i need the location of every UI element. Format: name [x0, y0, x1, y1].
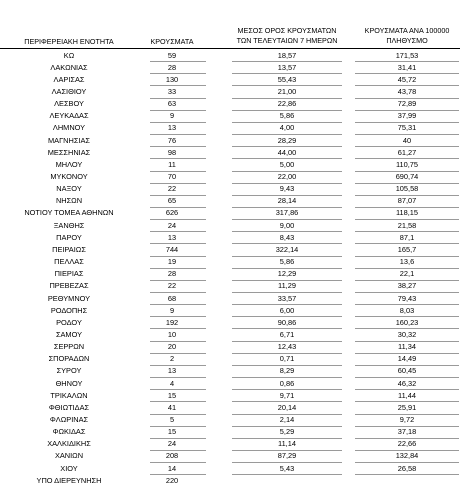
cell-per100k: 45,72: [397, 74, 417, 84]
table-row: [0, 438, 462, 450]
cell-avg7: 5,00: [279, 159, 295, 169]
cell-avg7: 28,14: [277, 196, 297, 206]
cell-avg7: 11,29: [278, 281, 296, 291]
cell-avg7: 0,71: [279, 354, 295, 364]
table-row: [0, 268, 462, 280]
cell-cases: 28: [167, 62, 177, 72]
cell-per100k: 26,58: [397, 463, 417, 473]
cell-avg7: 8,43: [279, 232, 295, 242]
table-row: [0, 365, 462, 377]
cell-avg7: 18,57: [277, 50, 297, 60]
cell-region: ΧΑΝΙΩΝ: [54, 451, 84, 461]
cell-per100k: 165,7: [397, 244, 417, 254]
table-row: [0, 280, 462, 292]
cell-avg7: 28,29: [277, 135, 297, 145]
table-row: [0, 475, 462, 487]
cell-per100k: 30,32: [397, 329, 417, 339]
cell-cases: 10: [167, 329, 177, 339]
cell-avg7: 21,00: [277, 86, 297, 96]
cell-avg7: 4,00: [279, 123, 295, 133]
table-row: [0, 378, 462, 390]
cell-region: ΡΕΘΥΜΝΟΥ: [47, 293, 91, 303]
cell-cases: 68: [167, 293, 177, 303]
table-row: [0, 207, 462, 219]
table-row: [0, 220, 462, 232]
table-row: [0, 232, 462, 244]
cell-region: ΠΡΕΒΕΖΑΣ: [49, 281, 89, 291]
table-row: [0, 62, 462, 74]
cell-cases: 98: [167, 147, 177, 157]
cell-avg7: 9,71: [279, 390, 295, 400]
table-row: [0, 86, 462, 98]
table-row: [0, 463, 462, 475]
table-row: [0, 450, 462, 462]
cell-cases: 9: [169, 305, 175, 315]
table-row: [0, 183, 462, 195]
cell-cases: 63: [167, 99, 177, 109]
table-row: [0, 293, 462, 305]
cell-region: ΛΗΜΝΟΥ: [52, 123, 86, 133]
cell-region: ΠΕΙΡΑΙΩΣ: [52, 244, 86, 254]
cell-region: ΜΥΚΟΝΟΥ: [50, 172, 88, 181]
cell-cases: 24: [167, 439, 177, 449]
cell-avg7: 9,00: [279, 220, 295, 230]
table-row: [0, 195, 462, 207]
cell-cases: 22: [167, 281, 177, 291]
cell-per100k: 22,1: [399, 269, 415, 279]
cell-cases: 130: [165, 74, 179, 84]
table-row: [0, 426, 462, 438]
header-cases: ΚΡΟΥΣΜΑΤΑ: [150, 37, 194, 46]
cell-per100k: 40: [402, 135, 412, 145]
cell-cases: 41: [167, 402, 177, 412]
cell-region: ΛΕΣΒΟΥ: [54, 99, 84, 109]
table-row: [0, 171, 462, 183]
cell-cases: 9: [169, 111, 175, 121]
table-row: [0, 414, 462, 426]
cell-avg7: 44,00: [277, 147, 297, 157]
cell-avg7: 317,86: [275, 208, 299, 218]
cell-region: ΣΠΟΡΑΔΩΝ: [48, 354, 90, 364]
cell-per100k: 38,27: [397, 281, 417, 291]
cell-cases: 76: [167, 135, 177, 145]
cell-region: ΠΑΡΟΥ: [56, 232, 82, 242]
cell-region: ΜΑΓΝΗΣΙΑΣ: [48, 135, 90, 145]
header-per100k-line2: ΠΛΗΘΥΣΜΟ: [386, 36, 428, 45]
cell-region: ΣΥΡΟΥ: [56, 366, 82, 376]
table-row: [0, 305, 462, 317]
cell-region: ΦΘΙΩΤΙΔΑΣ: [48, 402, 90, 412]
cell-cases: 15: [167, 390, 177, 400]
cell-per100k: 87,1: [399, 232, 415, 242]
cell-cases: 2: [169, 354, 175, 364]
cell-cases: 59: [167, 50, 177, 60]
cell-per100k: 37,99: [397, 111, 417, 121]
cell-cases: 13: [167, 232, 177, 242]
table-row: [0, 147, 462, 159]
table-row: [0, 341, 462, 353]
cell-cases: 14: [167, 463, 177, 473]
table-row: [0, 50, 462, 62]
cell-per100k: 25,91: [397, 402, 417, 412]
table-row: [0, 135, 462, 147]
cell-region: ΚΩ: [63, 50, 75, 60]
cell-per100k: 13,6: [399, 257, 415, 267]
cell-region: ΣΑΜΟΥ: [55, 329, 83, 339]
cell-avg7: 6,00: [279, 305, 295, 315]
cell-cases: 11: [168, 159, 176, 169]
cell-avg7: 2,14: [279, 415, 295, 424]
cell-per100k: 22,66: [397, 439, 417, 449]
table-row: [0, 122, 462, 134]
cell-cases: 28: [167, 269, 177, 279]
cell-avg7: 22,00: [277, 172, 297, 181]
cell-cases: 192: [165, 317, 179, 327]
table-row: [0, 390, 462, 402]
cell-per100k: 87,07: [397, 196, 417, 206]
cell-per100k: 21,58: [397, 220, 417, 230]
cell-region: ΣΕΡΡΩΝ: [53, 342, 85, 352]
cell-cases: 13: [167, 123, 177, 133]
cell-cases: 19: [167, 257, 177, 267]
cell-per100k: 46,32: [397, 378, 417, 388]
cell-cases: 744: [165, 244, 179, 254]
cell-per100k: 61,27: [397, 147, 417, 157]
cell-region: ΥΠΟ ΔΙΕΡΕΥΝΗΣΗ: [36, 475, 102, 485]
cell-per100k: 690,74: [395, 172, 419, 181]
cell-avg7: 9,43: [279, 184, 295, 194]
table-row: [0, 74, 462, 86]
table-row: [0, 159, 462, 171]
cell-avg7: 12,43: [277, 342, 297, 352]
cell-per100k: 8,03: [399, 305, 415, 315]
cell-per100k: 160,23: [395, 317, 419, 327]
cell-region: ΝΗΣΩΝ: [55, 196, 83, 206]
header-region: ΠΕΡΙΦΕΡΕΙΑΚΗ ΕΝΟΤΗΤΑ: [24, 37, 114, 46]
cell-cases: 5: [169, 415, 175, 424]
table-row: [0, 317, 462, 329]
cell-cases: 220: [165, 475, 179, 485]
cell-per100k: 9,72: [399, 415, 415, 424]
cell-region: ΛΑΡΙΣΑΣ: [53, 74, 85, 84]
cell-region: ΝΟΤΙΟΥ ΤΟΜΕΑ ΑΘΗΝΩΝ: [24, 208, 114, 218]
cell-per100k: 60,45: [397, 366, 417, 376]
cell-cases: 24: [167, 220, 177, 230]
cell-region: ΡΟΔΟΥ: [56, 317, 82, 327]
cell-avg7: 5,43: [279, 463, 295, 473]
table-row: [0, 329, 462, 341]
cell-cases: 15: [167, 427, 177, 437]
cell-region: ΛΑΣΙΘΙΟΥ: [51, 86, 87, 96]
header-avg7-line1: ΜΕΣΟΣ ΟΡΟΣ ΚΡΟΥΣΜΑΤΩΝ: [237, 26, 337, 35]
cell-per100k: 75,31: [397, 123, 417, 133]
cell-avg7: 5,29: [279, 427, 295, 437]
cell-per100k: 14,49: [397, 354, 417, 364]
cell-region: ΘΗΝΟΥ: [55, 378, 83, 388]
cell-cases: 33: [167, 86, 177, 96]
cell-cases: 22: [167, 184, 177, 194]
cell-region: ΤΡΙΚΑΛΩΝ: [50, 390, 88, 400]
cell-per100k: 105,58: [395, 184, 419, 194]
table-row: [0, 402, 462, 414]
table-row: [0, 98, 462, 110]
cell-per100k: 79,43: [397, 293, 417, 303]
table-row: [0, 353, 462, 365]
cell-avg7: 6,71: [279, 329, 295, 339]
table-row: [0, 244, 462, 256]
cell-cases: 4: [169, 378, 175, 388]
cell-avg7: 0,86: [279, 378, 295, 388]
cell-region: ΧΑΛΚΙΔΙΚΗΣ: [47, 439, 91, 449]
cell-avg7: 8,29: [279, 366, 295, 376]
cell-avg7: 11,14: [278, 439, 296, 449]
cell-per100k: 110,75: [395, 159, 419, 169]
cell-per100k: 11,44: [398, 390, 416, 400]
cell-avg7: 55,43: [277, 74, 297, 84]
cell-cases: 626: [165, 208, 179, 218]
header-avg7-line2: ΤΩΝ ΤΕΛΕΥΤΑΙΩΝ 7 ΗΜΕΡΩΝ: [236, 36, 338, 45]
cell-region: ΜΗΛΟΥ: [55, 159, 83, 169]
cell-avg7: 90,86: [277, 317, 297, 327]
cell-region: ΛΕΥΚΑΔΑΣ: [49, 111, 89, 121]
table-row: [0, 110, 462, 122]
cell-cases: 208: [165, 451, 179, 461]
cell-region: ΠΙΕΡΙΑΣ: [54, 269, 84, 279]
cell-avg7: 87,29: [277, 451, 297, 461]
cell-cases: 65: [167, 196, 177, 206]
cell-region: ΛΑΚΩΝΙΑΣ: [50, 62, 88, 72]
cell-avg7: 322,14: [275, 244, 299, 254]
cell-avg7: 20,14: [277, 402, 297, 412]
cell-region: ΝΑΞΟΥ: [56, 184, 82, 194]
cell-per100k: 132,84: [395, 451, 419, 461]
cell-per100k: 31,41: [397, 62, 417, 72]
cell-cases: 13: [167, 366, 177, 376]
cell-avg7: 33,57: [277, 293, 297, 303]
cell-region: ΦΛΩΡΙΝΑΣ: [49, 415, 89, 424]
cell-per100k: 43,78: [397, 86, 417, 96]
cell-cases: 70: [167, 172, 177, 181]
table-row: [0, 256, 462, 268]
cell-avg7: 5,86: [279, 257, 295, 267]
cell-per100k: 37,18: [397, 427, 417, 437]
cell-region: ΦΩΚΙΔΑΣ: [52, 427, 86, 437]
cell-region: ΞΑΝΘΗΣ: [53, 220, 85, 230]
cell-per100k: 118,15: [395, 208, 419, 218]
cell-per100k: 171,53: [395, 50, 419, 60]
cell-region: ΧΙΟΥ: [60, 463, 78, 473]
cell-avg7: 22,86: [277, 99, 297, 109]
cell-avg7: 13,57: [277, 62, 297, 72]
header-per100k-line1: ΚΡΟΥΣΜΑΤΑ ΑΝΑ 100000: [364, 26, 450, 35]
cell-avg7: 12,29: [277, 269, 297, 279]
cell-per100k: 72,89: [397, 99, 417, 109]
cell-avg7: 5,86: [279, 111, 295, 121]
cell-cases: 20: [167, 342, 177, 352]
cell-region: ΠΕΛΛΑΣ: [54, 257, 84, 267]
cell-region: ΜΕΣΣΗΝΙΑΣ: [47, 147, 91, 157]
cell-per100k: 11,34: [398, 342, 416, 352]
cell-region: ΡΟΔΟΠΗΣ: [50, 305, 88, 315]
